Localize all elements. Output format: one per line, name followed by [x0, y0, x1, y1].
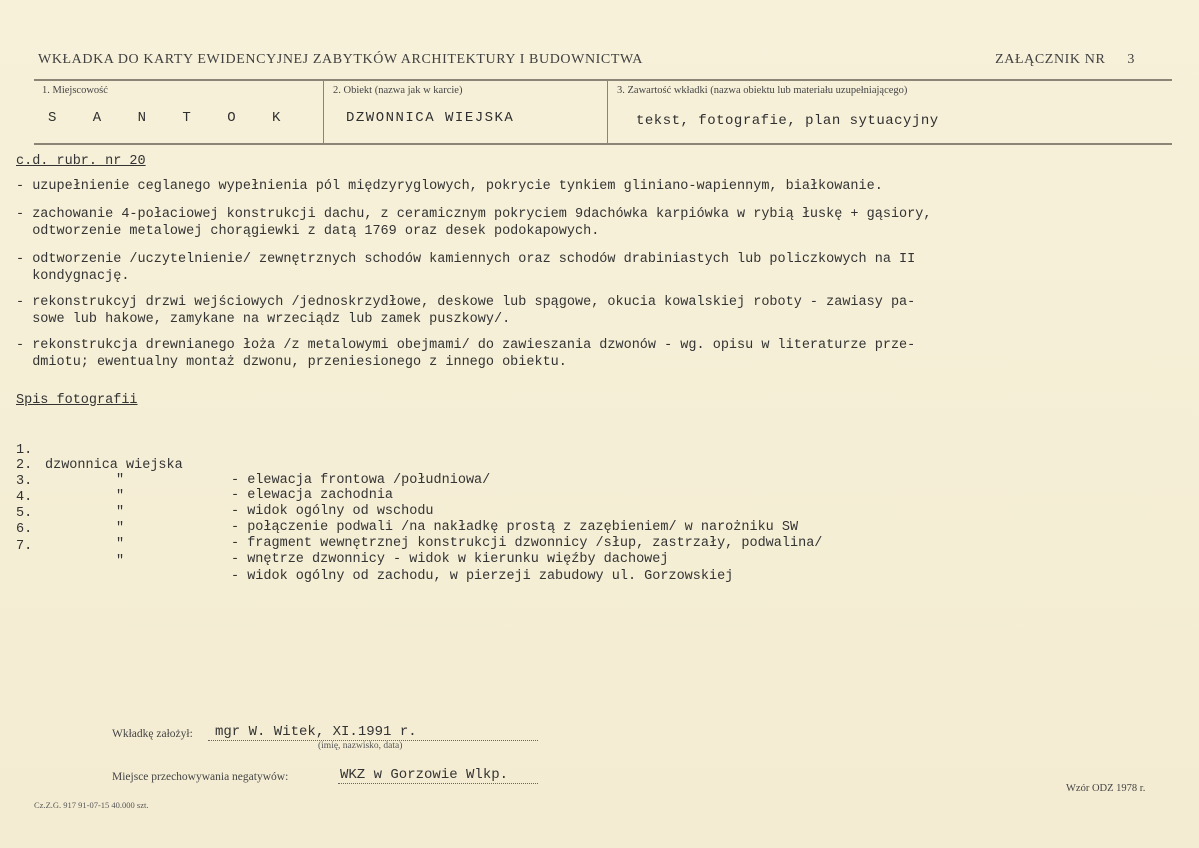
photo-description: - widok ogólny od wschodu	[231, 504, 434, 519]
photo-number: 2.	[16, 458, 33, 473]
body-line: - odtworzenie /uczytelnienie/ zewnętrznych schodów kamiennych oraz schodów drabiniastych lub policzkowych na II	[16, 252, 916, 267]
photo-subject: "	[116, 537, 125, 552]
print-info: Cz.Z.G. 917 91-07-15 40.000 szt.	[34, 800, 149, 810]
photo-number: 3.	[16, 474, 33, 489]
storage-dotted-line	[338, 783, 538, 784]
author-hint: (imię, nazwisko, data)	[318, 741, 403, 751]
photo-subject: "	[116, 554, 125, 569]
field-label-locality: 1. Miejscowość	[42, 85, 108, 96]
attachment-label: ZAŁĄCZNIK NR	[995, 52, 1106, 67]
photo-number: 6.	[16, 522, 33, 537]
storage-label: Miejsce przechowywania negatywów:	[112, 771, 289, 783]
photo-description: - wnętrze dzwonnicy - widok w kierunku więźby dachowej	[231, 552, 669, 567]
body-line: - rekonstrukcja drewnianego łoża /z metalowymi obejmami/ do zawieszania dzwonów - wg. opisu w literaturze prze-	[16, 338, 916, 353]
photo-description: - elewacja zachodnia	[231, 488, 394, 503]
attachment-number-value: 3	[1127, 52, 1135, 67]
field-label-contents: 3. Zawartość wkładki (nazwa obiektu lub materiału uzupełniającego)	[617, 85, 908, 96]
photo-number: 5.	[16, 506, 33, 521]
body-line: sowe lub hakowe, zamykane na wrzeciądz lub zamek puszkowy/.	[16, 312, 511, 327]
attachment-number	[995, 52, 1135, 68]
photo-number: 7.	[16, 539, 33, 554]
photo-description: - połączenie podwali /na nakładkę prostą z zazębieniem/ w narożniku SW	[231, 520, 799, 535]
photo-subject: "	[116, 489, 125, 504]
header-top-rule	[34, 79, 1172, 81]
storage-value: WKZ w Gorzowie Wlkp.	[340, 767, 509, 783]
author-label: Wkładkę założył:	[112, 728, 193, 740]
body-line: - rekonstrukcyj drzwi wejściowych /jednoskrzydłowe, deskowe lub spągowe, okucia kowalskiej roboty - zawiasy pa-	[16, 295, 916, 310]
photo-subject: "	[116, 521, 125, 536]
header-bottom-rule	[34, 143, 1172, 145]
column-divider-1	[323, 79, 324, 144]
photo-subject: dzwonnica wiejska	[45, 458, 183, 473]
form-model: Wzór ODZ 1978 r.	[1066, 783, 1146, 794]
body-line: - zachowanie 4-połaciowej konstrukcji dachu, z ceramicznym pokryciem 9dachówka karpiówka w rybią łuskę + gąsiory,	[16, 207, 932, 222]
photo-description: - widok ogólny od zachodu, w pierzeji zabudowy ul. Gorzowskiej	[231, 569, 734, 584]
field-value-object: DZWONNICA WIEJSKA	[346, 110, 515, 126]
photo-number: 1.	[16, 443, 33, 458]
photo-list-heading: Spis fotografii	[16, 393, 138, 408]
photo-description: - fragment wewnętrznej konstrukcji dzwonnicy /słup, zastrzały, podwalina/	[231, 536, 823, 551]
field-value-contents: tekst, fotografie, plan sytuacyjny	[636, 113, 939, 129]
photo-number: 4.	[16, 490, 33, 505]
photo-subject: "	[116, 473, 125, 488]
field-value-locality: S A N T O K	[48, 110, 295, 126]
body-line: odtworzenie metalowej chorągiewki z datą 1769 oraz desek podokapowych.	[16, 224, 600, 239]
body-line: kondygnację.	[16, 269, 130, 284]
photo-subject: "	[116, 505, 125, 520]
body-line: dmiotu; ewentualny montaż dzwonu, przeniesionego z innego obiektu.	[16, 355, 567, 370]
form-title: WKŁADKA DO KARTY EWIDENCYJNEJ ZABYTKÓW ARCHITEKTURY I BUDOWNICTWA	[38, 52, 643, 67]
section-heading-continuation: c.d. rubr. nr 20	[16, 154, 146, 169]
photo-description: - elewacja frontowa /południowa/	[231, 473, 491, 488]
body-line: - uzupełnienie ceglanego wypełnienia pól międzyryglowych, pokrycie tynkiem gliniano-wapiennym, białkowanie.	[16, 179, 883, 194]
column-divider-2	[607, 79, 608, 144]
field-label-object: 2. Obiekt (nazwa jak w karcie)	[333, 85, 463, 96]
author-value: mgr W. Witek, XI.1991 r.	[215, 724, 417, 740]
